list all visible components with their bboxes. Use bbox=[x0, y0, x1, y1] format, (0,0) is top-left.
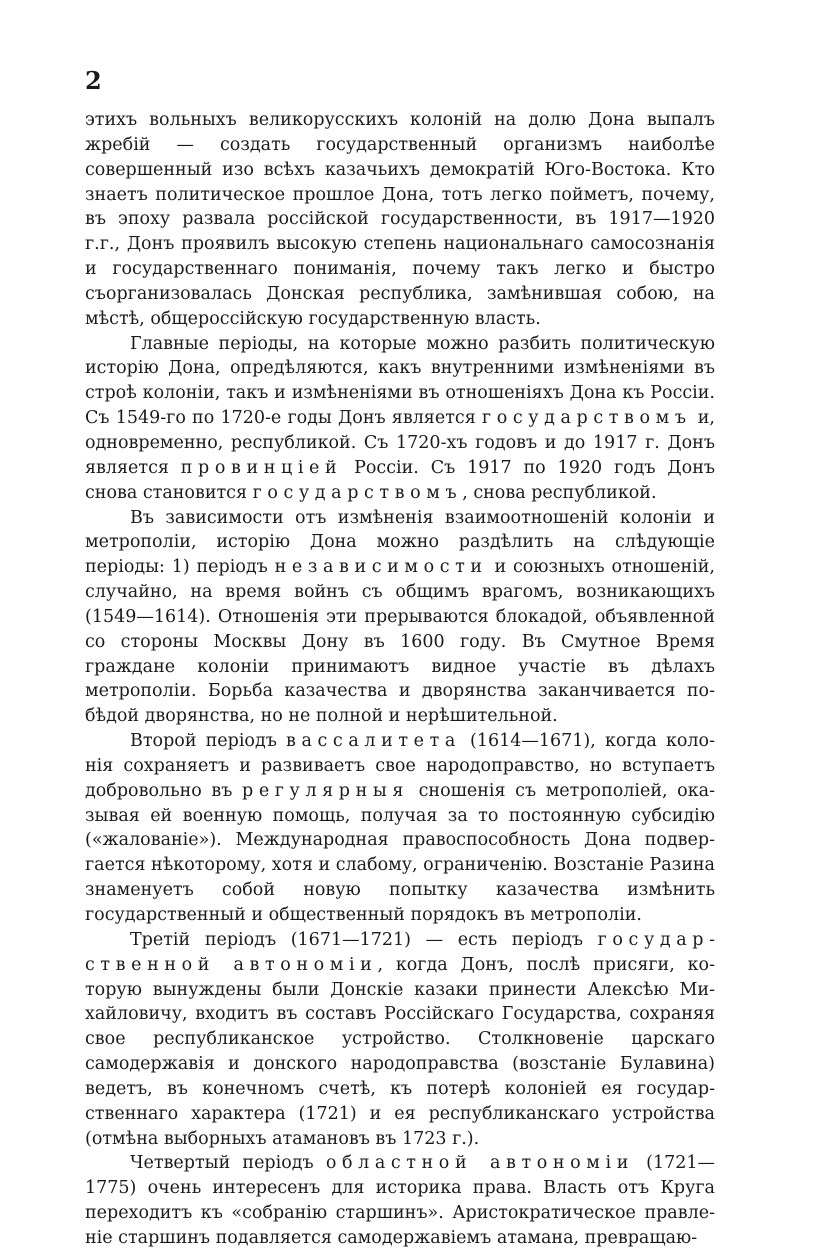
spaced-emphasis: областной автономіи bbox=[325, 1153, 634, 1174]
text-run: Россіи. Съ 1917 по 1920 годъ Донъ снова становится bbox=[85, 457, 715, 503]
text-run: , когда Донъ, послѣ присяги, которую вынуждены были Донскіе казаки принести Алексѣю Михайловичу, входитъ въ составъ Россійскаго Государства, сохраняя свое республиканское устройство. Столкновеніе царскаго самодержавія и донского народоправства (возстаніе Булавина) ведетъ, въ конечномъ счетѣ, къ потерѣ колоніей ея государственнаго характера (1721) и ея республиканскаго устройства (отмѣна выборныхъ атамановъ въ 1723 г.). bbox=[85, 954, 715, 1149]
text-run: сношенія съ метрополіей, оказывая ей военную помощь, получая за то постоянную субсидію («жалованіе»). Международная правоспособность Дона подвергается нѣкоторому, хотя и слабому, ограниченію. Возстаніе Разина знаменуетъ собой новую попытку казачества измѣнить государственный и общественный порядокъ въ метрополіи. bbox=[85, 780, 716, 925]
paragraph bbox=[85, 928, 715, 1152]
spaced-emphasis: государствомъ bbox=[481, 408, 692, 429]
text-run: Второй періодъ bbox=[130, 731, 287, 752]
text-run: Главные періоды, на которые можно разбить политическую исторію Дона, опредѣляются, какъ внутренними измѣненіями въ строѣ колоніи, такъ и измѣненіями въ отношеніяхъ Дона къ Россіи. Съ 1549-го по 1720-е годы Донъ является bbox=[85, 333, 715, 429]
paragraph bbox=[85, 108, 715, 332]
paragraph bbox=[85, 332, 715, 506]
spaced-emphasis: государствомъ bbox=[252, 482, 463, 503]
text-run: (1721— 1775) очень интересенъ для историка права. Власть отъ Круга переходитъ къ «собранію старшинъ». Аристократическое правленіе старшинъ подавляется самодержавіемъ атамана, превращаю- bbox=[85, 1153, 715, 1248]
spaced-emphasis: государственной автономіи bbox=[85, 929, 715, 975]
text-run: Четвертый періодъ bbox=[130, 1153, 326, 1174]
text-run: (1614—1671), когда колонія сохраняетъ и развиваетъ свое народоправство, но вступаетъ добровольно въ bbox=[85, 731, 715, 801]
text-run: и союзныхъ отношеній, случайно, на время войнъ съ общимъ врагомъ, возникающихъ (1549—1614). Отношенія эти прерываются блокадой, объявленной со стороны Москвы Дону въ 1600 году. Въ Смутное Время граждане колоніи принимаютъ видное участіе въ дѣлахъ метрополіи. Борьба казачества и дворянства заканчивается побѣдой дворянства, но не полной и нерѣшительной. bbox=[85, 557, 715, 727]
spaced-emphasis: вассалитета bbox=[286, 731, 461, 752]
spaced-emphasis: регулярныя bbox=[242, 780, 410, 801]
text-run: Третій періодъ (1671—1721) — есть періодъ bbox=[130, 929, 598, 950]
paragraph bbox=[85, 506, 715, 730]
text-run: этихъ вольныхъ великорусскихъ колоній на долю Дона выпалъ жребій — создать государственный организмъ наиболѣе совершенный изо всѣхъ казачьихъ демократій Юго-Востока. Кто знаетъ политическое прошлое Дона, тотъ легко пойметъ, почему, въ эпоху развала россійской государственности, въ 1917—1920 г.г., Донъ проявилъ высокую степень национальнаго самосознанія и государственнаго пониманія, почему такъ легко и быстро съорганизовалась Донская республика, замѣнившая собою, на мѣстѣ, общероссійскую государственную власть. bbox=[85, 110, 715, 329]
spaced-emphasis: провинціей bbox=[180, 457, 343, 478]
text-run: Въ зависимости отъ измѣненія взаимоотношеній колоніи и метрополіи, исторію Дона можно раздѣлить на слѣдующіе періоды: 1) періодъ bbox=[85, 507, 715, 578]
spaced-emphasis: независимости bbox=[274, 557, 488, 578]
text-body bbox=[85, 108, 715, 1251]
paragraph bbox=[85, 729, 715, 928]
text-run: и, одновременно, республикой. Съ 1720-хъ годовъ и до 1917 г. Донъ является bbox=[85, 408, 715, 478]
text-run: , снова республикой. bbox=[462, 482, 657, 503]
paragraph bbox=[85, 1151, 715, 1250]
page-number: 2 bbox=[85, 66, 102, 95]
